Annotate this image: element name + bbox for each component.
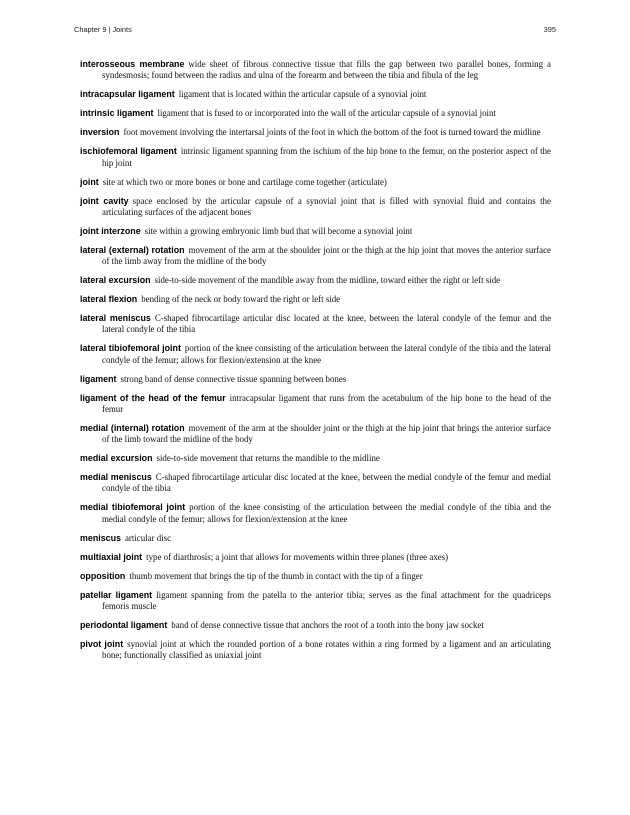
glossary-term: patellar ligament (80, 589, 153, 600)
glossary-entry (80, 502, 551, 525)
glossary-entry (80, 177, 551, 188)
glossary-term: periodontal ligament (80, 619, 168, 630)
glossary-term: medial tibiofemoral joint (80, 502, 186, 513)
glossary-term: ischiofemoral ligament (80, 146, 177, 157)
glossary-term: inversion (80, 127, 120, 138)
glossary-entry (80, 453, 551, 464)
glossary-definition: wide sheet of fibrous connective tissue that fills the gap between two parallel bones, forming a syndesmosis; found between the radius and ulna of the forearm and between the tibia and fibula of the leg (102, 59, 551, 81)
glossary-term: lateral flexion (80, 294, 138, 305)
glossary-entry (80, 245, 551, 268)
glossary-definition: side-to-side movement that returns the mandible to the midline (156, 453, 380, 464)
glossary-definition: synovial joint at which the rounded portion of a bone rotates within a ring formed by a ligament and an articulating bone; functionally classified as uniaxial joint (102, 638, 551, 661)
glossary-term: lateral excursion (80, 275, 151, 286)
chapter-title: Chapter 9 | Joints (74, 25, 132, 34)
glossary-definition: ligament spanning from the patella to the anterior tibia; serves as the final attachment for the quadriceps femoris muscle (102, 589, 552, 611)
glossary-entry (80, 590, 551, 613)
glossary-term: interosseous membrane (80, 59, 185, 69)
glossary-definition: portion of the knee consisting of the articulation between the medial condyle of the tibia and the medial condyle of the femur; allows for flexion/extension at the knee (102, 502, 551, 524)
glossary-entry (80, 423, 551, 446)
glossary-entry (80, 533, 551, 544)
glossary-entry (80, 374, 551, 385)
glossary-definition: side-to-side movement of the mandible away from the midline, toward either the right or left side (154, 275, 501, 286)
glossary-definition: site within a growing embryonic limb bud that will become a synovial joint (144, 225, 413, 236)
glossary-definition: movement of the arm at the shoulder joint or the thigh at the hip joint that moves the anterior surface of the limb away from the midline of the body (102, 244, 551, 267)
glossary-term: joint cavity (80, 195, 129, 206)
glossary-term: intracapsular ligament (80, 89, 175, 100)
glossary-term: multiaxial joint (80, 551, 143, 562)
glossary-entry (80, 552, 551, 563)
glossary-term: lateral (external) rotation (80, 244, 185, 255)
glossary-definition: band of dense connective tissue that anchors the root of a tooth into the bony jaw socket (171, 619, 484, 630)
glossary-list (80, 59, 551, 669)
glossary-definition: foot movement involving the intertarsal joints of the foot in which the bottom of the foot is turned toward the midline (123, 127, 541, 138)
glossary-entry (80, 59, 551, 82)
glossary-entry (80, 294, 551, 305)
glossary-definition: articular disc (124, 532, 172, 543)
glossary-term: intrinsic ligament (80, 108, 154, 119)
glossary-definition: C-shaped fibrocartilage articular disc located at the knee, between the lateral condyle of the femur and the lateral condyle of the tibia (102, 313, 552, 335)
glossary-definition: intracapsular ligament that runs from the acetabulum of the hip bone to the head of the femur (102, 392, 551, 414)
glossary-term: lateral meniscus (80, 313, 151, 324)
glossary-term: medial excursion (80, 453, 153, 464)
glossary-entry (80, 226, 551, 237)
glossary-definition: movement of the arm at the shoulder joint or the thigh at the hip joint that brings the anterior surface of the limb toward the midline of the body (102, 422, 551, 445)
page-number: 395 (543, 25, 556, 34)
glossary-term: medial meniscus (80, 472, 152, 483)
glossary-entry (80, 313, 551, 336)
glossary-definition: C-shaped fibrocartilage articular disc located at the knee, between the medial condyle of the femur and medial condyle of the tibia (102, 472, 551, 494)
glossary-term: joint interzone (80, 225, 141, 236)
glossary-definition: ligament that is fused to or incorporated into the wall of the articular capsule of a synovial joint (157, 108, 496, 119)
glossary-entry (80, 196, 551, 219)
glossary-definition: strong band of dense connective tissue spanning between bones (120, 373, 347, 384)
glossary-definition: portion of the knee consisting of the articulation between the lateral condyle of the tibia and the lateral condyle of the femur; allows for flexion/extension at the knee (102, 343, 551, 365)
glossary-entry (80, 89, 551, 100)
glossary-definition: type of diarthrosis; a joint that allows for movements within three planes (three axes) (146, 551, 449, 562)
glossary-definition: space enclosed by the articular capsule of a synovial joint that is filled with synovial fluid and contains the articulating surfaces of the adjacent bones (102, 195, 551, 217)
glossary-term: lateral tibiofemoral joint (80, 343, 181, 354)
glossary-term: ligament of the head of the femur (80, 392, 226, 403)
glossary-definition: intrinsic ligament spanning from the ischium of the hip bone to the femur, on the posterior aspect of the hip joint (102, 146, 551, 168)
glossary-definition: ligament that is located within the articular capsule of a synovial joint (178, 89, 427, 100)
glossary-entry (80, 639, 551, 662)
glossary-entry (80, 343, 551, 366)
glossary-term: pivot joint (80, 638, 124, 649)
glossary-entry (80, 571, 551, 582)
glossary-entry (80, 472, 551, 495)
glossary-definition: site at which two or more bones or bone and cartilage come together (articulate) (102, 176, 387, 187)
glossary-entry (80, 620, 551, 631)
glossary-term: meniscus (80, 532, 121, 543)
glossary-term: medial (internal) rotation (80, 422, 185, 433)
glossary-definition: thumb movement that brings the tip of the thumb in contact with the tip of a finger (129, 570, 423, 581)
glossary-entry (80, 275, 551, 286)
glossary-term: opposition (80, 570, 126, 581)
glossary-entry (80, 146, 551, 169)
glossary-entry (80, 127, 551, 138)
glossary-term: ligament (80, 373, 117, 384)
glossary-entry (80, 108, 551, 119)
glossary-entry (80, 393, 551, 416)
glossary-definition: bending of the neck or body toward the right or left side (141, 294, 341, 305)
glossary-term: joint (80, 176, 99, 187)
running-header (74, 25, 556, 37)
